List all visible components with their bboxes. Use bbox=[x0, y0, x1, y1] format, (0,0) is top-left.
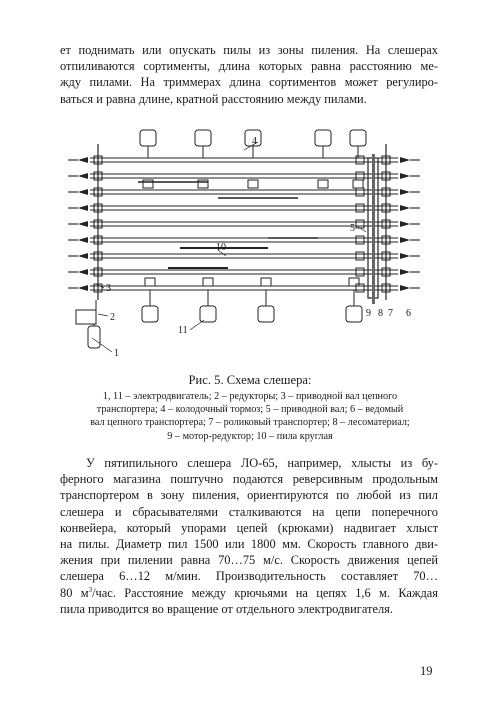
callout-2: 2 bbox=[110, 312, 115, 323]
figure-caption-legend bbox=[50, 390, 450, 443]
saw-hub bbox=[145, 278, 155, 286]
feed-arrow-left bbox=[78, 253, 88, 259]
motor-bottom bbox=[346, 306, 362, 322]
callout-10: 10 bbox=[216, 242, 226, 253]
callout-9: 9 bbox=[366, 308, 371, 319]
callout-4: 4 bbox=[252, 136, 257, 147]
feed-arrow-right bbox=[400, 237, 410, 243]
gear-reducer bbox=[76, 310, 96, 324]
saw-hub bbox=[198, 180, 208, 188]
feed-arrow-right bbox=[400, 189, 410, 195]
text-line: конвейера, который упорами цепей (крюками) надвигает хлыст bbox=[60, 520, 438, 535]
log-lumber bbox=[372, 154, 375, 304]
legend-line: транспортера; 4 – колодочный тормоз; 5 – приводной вал; 6 – ведомый bbox=[96, 404, 404, 416]
motor-bottom bbox=[258, 306, 274, 322]
saw-hub bbox=[349, 278, 359, 286]
conveyor-rails bbox=[68, 158, 420, 290]
legend-line: вал цепного транспортера; 7 – роликовый транспортер; 8 – лесоматериал; bbox=[90, 417, 410, 429]
callout-11: 11 bbox=[178, 325, 188, 336]
motor-bottom bbox=[142, 306, 158, 322]
callout-5: 5 bbox=[350, 223, 355, 234]
text-line: ферного магазина поштучно подаются реверсивным продольным bbox=[60, 472, 438, 487]
feed-arrow-left bbox=[78, 221, 88, 227]
text-line: на пилы. Диаметр пил 1500 или 1800 мм. Скорость главного дви- bbox=[60, 537, 438, 552]
callout-3: 3 bbox=[106, 283, 111, 294]
feed-arrow-left bbox=[78, 189, 88, 195]
text-line: ет поднимать или опускать пилы из зоны пиления. На слешерах bbox=[60, 43, 438, 57]
paragraph-main bbox=[60, 455, 438, 617]
feed-arrow-right bbox=[400, 221, 410, 227]
sprocket bbox=[356, 156, 364, 164]
feed-arrow-right bbox=[400, 157, 410, 163]
callout-8: 8 bbox=[378, 308, 383, 319]
feed-arrow-left bbox=[78, 285, 88, 291]
text-line: отпиливаются сортименты, длина которых равна расстоянию ме- bbox=[60, 59, 438, 74]
motor-bottom bbox=[200, 306, 216, 322]
motor-top bbox=[195, 130, 211, 146]
electric-motor bbox=[88, 326, 100, 348]
sprocket bbox=[356, 236, 364, 244]
sprocket bbox=[356, 188, 364, 196]
feed-arrow-right bbox=[400, 269, 410, 275]
legend-line: 1, 11 – электродвигатель; 2 – редукторы; 3 – приводной вал цепного bbox=[102, 391, 398, 402]
frame bbox=[98, 144, 386, 304]
text-line: жду пилами. На триммерах длина сортиментов может регулиро- bbox=[60, 75, 438, 90]
feed-arrow-left bbox=[78, 269, 88, 275]
text-line: пила приводится во вращение от отдельного электродвигателя. bbox=[60, 601, 393, 616]
feed-arrow-right bbox=[400, 173, 410, 179]
callout-7: 7 bbox=[388, 308, 393, 319]
text-line: жения при пилении равна 70…75 м/с. Скорость движения цепей bbox=[60, 553, 438, 568]
feed-arrow-right bbox=[400, 205, 410, 211]
sprocket bbox=[356, 284, 364, 292]
sprocket bbox=[356, 172, 364, 180]
text-line: транспортером в зону пиления, ориентируются по любой из пил bbox=[60, 488, 438, 503]
saw-hub bbox=[261, 278, 271, 286]
motor-top bbox=[315, 130, 331, 146]
sprocket bbox=[356, 268, 364, 276]
motor-top bbox=[140, 130, 156, 146]
feed-arrow-left bbox=[78, 237, 88, 243]
text-line: слешера 6…12 м/мин. Производительность составляет 70… bbox=[60, 569, 438, 584]
text-line: ваться и равна длине, кратной расстоянию между пилами. bbox=[60, 91, 367, 106]
sprocket bbox=[356, 252, 364, 260]
figure-caption-title: Рис. 5. Схема слешера: bbox=[188, 373, 312, 387]
saw-hub bbox=[353, 180, 363, 188]
callout-6: 6 bbox=[406, 308, 411, 319]
feed-arrow-left bbox=[78, 173, 88, 179]
feed-arrow-left bbox=[78, 205, 88, 211]
text-line: 80 $м^3$/час. Расстояние между крючьями на цепях 1,6 м. Каждая bbox=[60, 585, 438, 600]
motor-top bbox=[350, 130, 366, 146]
slasher-diagram bbox=[68, 128, 428, 358]
feed-arrow-right bbox=[400, 253, 410, 259]
page-number: 19 bbox=[420, 664, 433, 678]
sprocket bbox=[356, 220, 364, 228]
text-line: У пятипильного слешера ЛО-65, например, хлысты из бу- bbox=[86, 456, 438, 470]
feed-arrows bbox=[78, 157, 410, 291]
sprocket bbox=[356, 204, 364, 212]
paragraph-top bbox=[60, 42, 438, 107]
saw-hub bbox=[143, 180, 153, 188]
legend-line: 9 – мотор-редуктор; 10 – пила круглая bbox=[167, 430, 333, 442]
callout-1: 1 bbox=[114, 348, 119, 358]
feed-arrow-right bbox=[400, 285, 410, 291]
saw-hub bbox=[318, 180, 328, 188]
text-line: слешера и сбрасывателями сталкиваются на цепи поперечного bbox=[60, 504, 438, 519]
saw-hub bbox=[203, 278, 213, 286]
feed-arrow-left bbox=[78, 157, 88, 163]
saw-hub bbox=[248, 180, 258, 188]
